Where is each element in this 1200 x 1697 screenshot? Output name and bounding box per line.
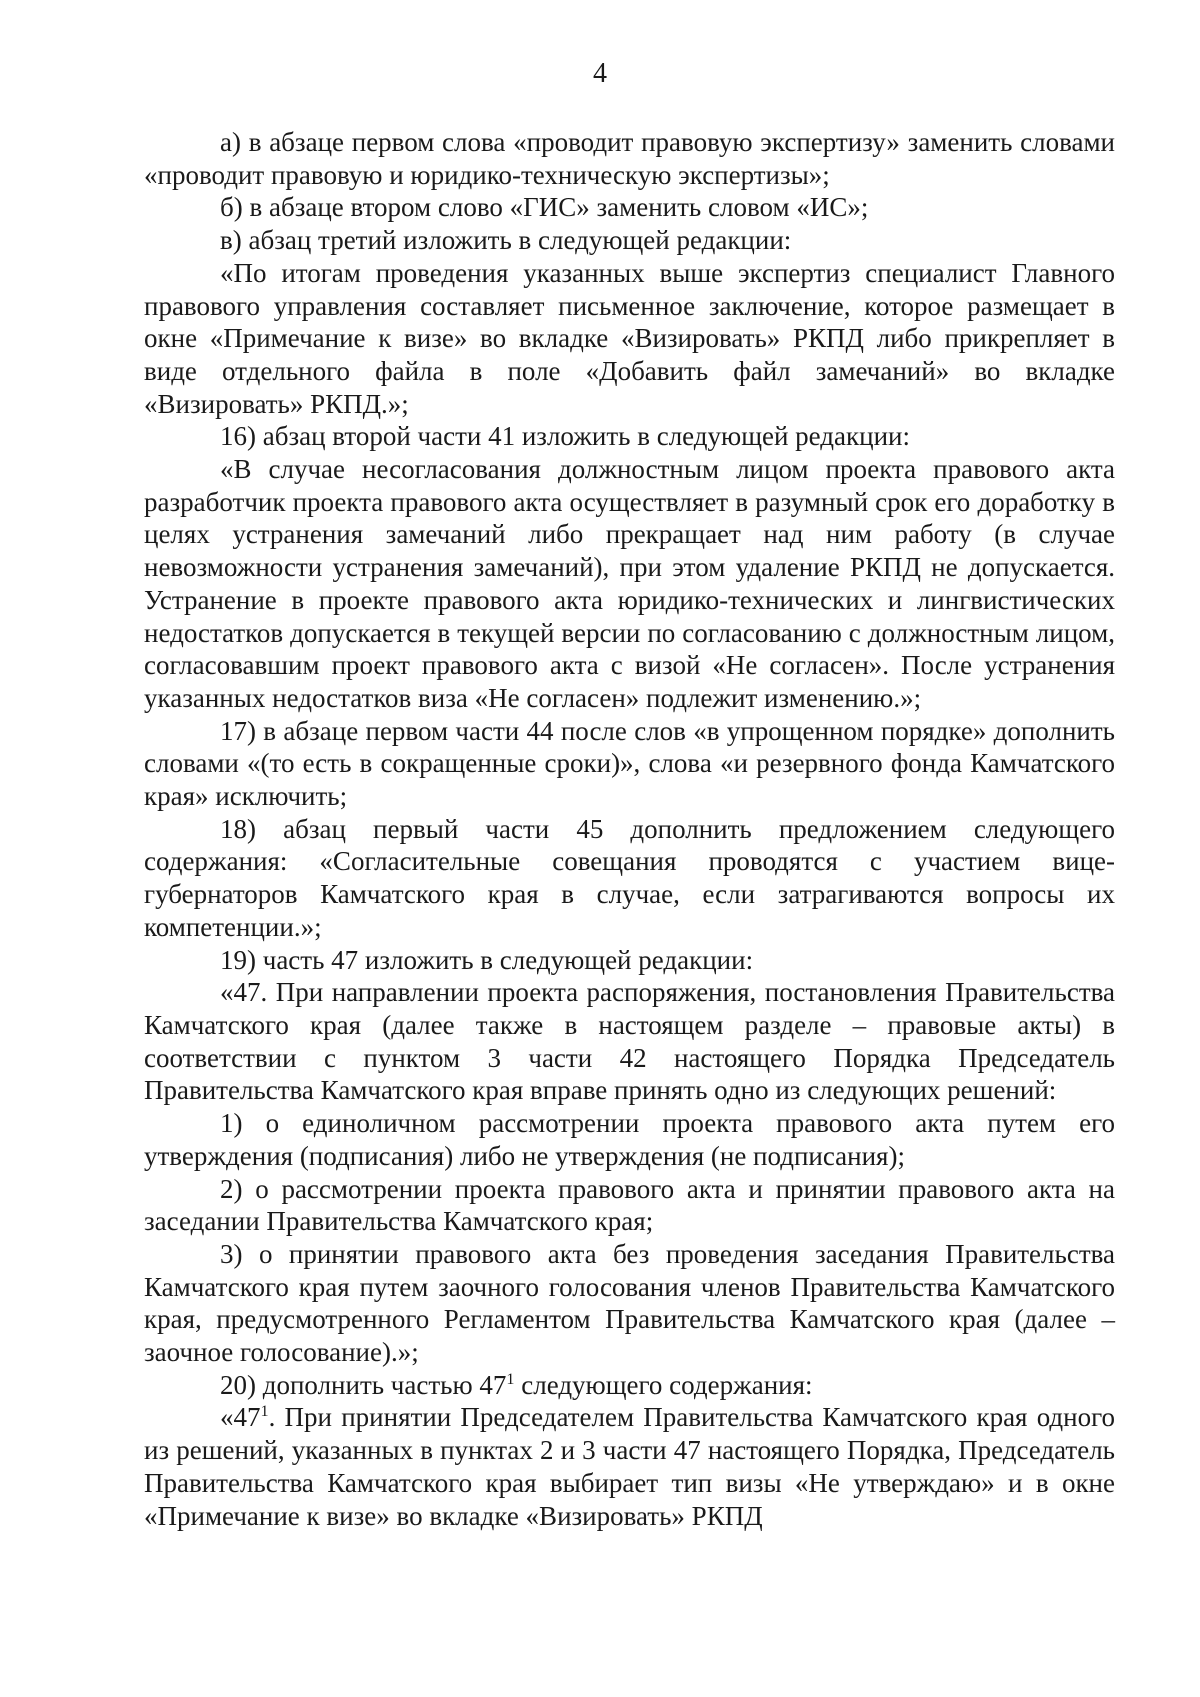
- paragraph-b: б) в абзаце втором слово «ГИС» заменить словом «ИС»;: [220, 192, 869, 223]
- paragraph-a: а) в абзаце первом слова «проводит правовую экспертизу» заменить словами «проводит правовую и юридико-техническую экспертизы»;: [144, 127, 1115, 190]
- paragraph-item-3: 3) о принятии правового акта без проведения заседания Правительства Камчатского края путем заочного голосования членов Правительства Камчатского края, предусмотренного Регламентом Правительства Камчатского края (далее – заочное голосование).»;: [144, 1238, 1115, 1368]
- paragraph-20-text: 20) дополнить частью 47: [220, 1369, 507, 1400]
- paragraph-19: 19) часть 47 изложить в следующей редакции:: [220, 944, 754, 975]
- paragraph-item-1: 1) о единоличном рассмотрении проекта правового акта путем его утверждения (подписания) либо не утверждения (не подписания);: [144, 1108, 1115, 1171]
- paragraph-quote-47-1: [144, 1401, 1115, 1532]
- paragraph-20-superscript: 1: [506, 1369, 515, 1388]
- paragraph-quote-disagreement: «В случае несогласования должностным лицом проекта правового акта разработчик проекта правового акта осуществляет в разумный срок его доработку в целях устранения замечаний либо прекращает над ним работу (в случае невозможности устранения замечаний), при этом удаление РКПД не допускается. Устранение в проекте правового акта юридико-технических и лингвистических недостатков допускается в текущей версии по согласованию с должностным лицом, согласовавшим проект правового акта с визой «Не согласен». После устранения указанных недостатков виза «Не согласен» подлежит изменению.»;: [144, 454, 1115, 713]
- paragraph-18: 18) абзац первый части 45 дополнить предложением следующего содержания: «Согласительные совещания проводятся с участием вице-губернаторов Камчатского края в случае, если затрагиваются вопросы их компетенции.»;: [144, 813, 1115, 942]
- paragraph-item-2: 2) о рассмотрении проекта правового акта и принятии правового акта на заседании Правительства Камчатского края;: [144, 1173, 1115, 1237]
- paragraph-16: 16) абзац второй части 41 изложить в следующей редакции:: [220, 421, 910, 452]
- paragraph-quote-47: «47. При направлении проекта распоряжения, постановления Правительства Камчатского края (далее также в настоящем разделе – правовые акты) в соответствии с пунктом 3 части 42 настоящего Порядка Председатель Правительства Камчатского края вправе принять одно из следующих решений:: [144, 977, 1115, 1106]
- page-number: 4: [593, 58, 607, 89]
- paragraph-quote-expertise: «По итогам проведения указанных выше экспертиз специалист Главного правового управления составляет письменное заключение, которое размещает в окне «Примечание к визе» во вкладке «Визировать» РКПД либо прикрепляет в виде отдельного файла в поле «Добавить файл замечаний» во вкладке «Визировать» РКПД.»;: [144, 257, 1115, 419]
- paragraph-v: в) абзац третий изложить в следующей редакции:: [220, 225, 792, 256]
- paragraph-47-1-superscript: 1: [260, 1402, 269, 1421]
- paragraph-17: 17) в абзаце первом части 44 после слов «в упрощенном порядке» дополнить словами «(то есть в сокращенные сроки)», слова «и резервного фонда Камчатского края» исключить;: [144, 715, 1115, 812]
- paragraph-20-tail: следующего содержания:: [514, 1369, 813, 1400]
- paragraph-20: [144, 1369, 1115, 1402]
- document-body: [144, 126, 1115, 1532]
- paragraph-47-1-tail: . При принятии Председателем Правительства Камчатского края одного из решений, указанных в пунктах 2 и 3 части 47 настоящего Порядка, Председатель Правительства Камчатского края выбирает тип визы «Не утверждаю» и в окне «Примечание к визе» во вкладке «Визировать» РКПД: [144, 1402, 1115, 1531]
- paragraph-47-1-text: «47: [220, 1402, 261, 1433]
